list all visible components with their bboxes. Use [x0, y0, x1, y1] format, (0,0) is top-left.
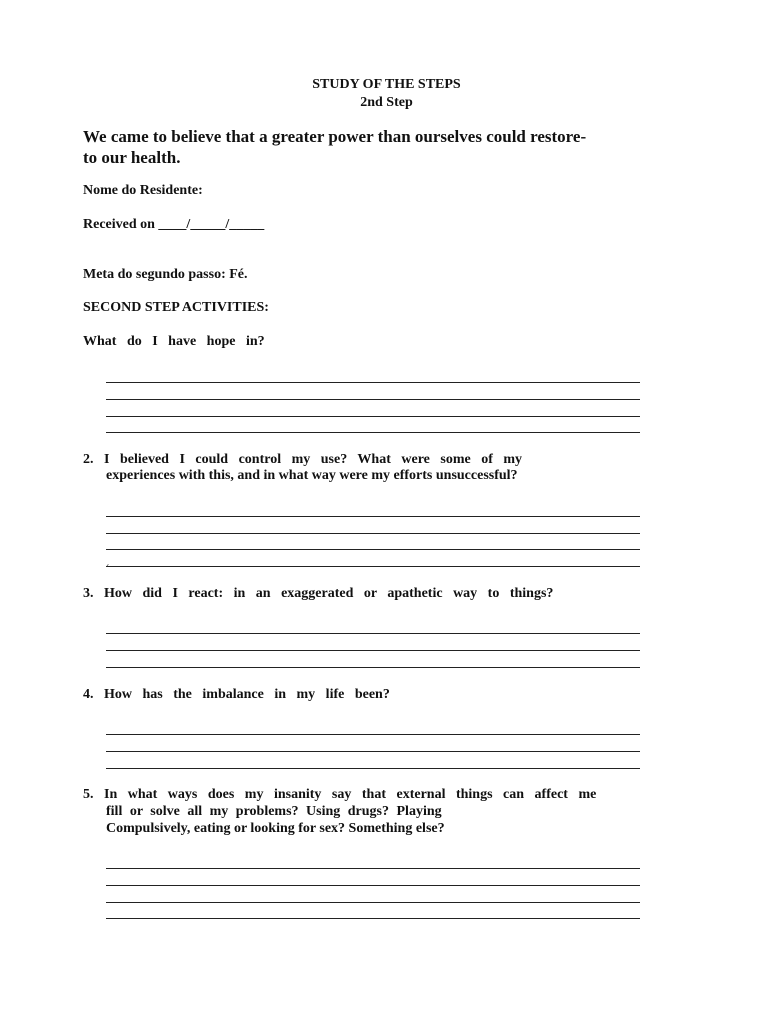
answer-line — [106, 399, 640, 400]
answer-line — [106, 868, 640, 869]
question-5-text-line-2: fill or solve all my problems? Using drugs? Playing — [106, 804, 442, 819]
answer-line — [106, 432, 640, 433]
answer-line — [106, 566, 640, 567]
answer-line — [106, 382, 640, 383]
document-title: STUDY OF THE STEPS — [312, 77, 461, 92]
answer-line — [106, 416, 640, 417]
received-date-field: Received on ____/_____/_____ — [83, 217, 265, 232]
question-5-text-line-3: Compulsively, eating or looking for sex? Something else? — [106, 821, 445, 836]
answer-line — [106, 751, 640, 752]
answer-line — [106, 667, 640, 668]
question-2-text-line-2: experiences with this, and in what way were my efforts unsuccessful? — [106, 468, 518, 483]
answer-line — [106, 533, 640, 534]
question-2-number: 2. — [83, 452, 94, 467]
question-3-text: How did I react: in an exaggerated or apathetic way to things? — [104, 586, 554, 601]
step-goal: Meta do segundo passo: Fé. — [83, 267, 248, 282]
document-subtitle: 2nd Step — [360, 95, 413, 110]
activities-heading: SECOND STEP ACTIVITIES: — [83, 300, 269, 315]
answer-line — [106, 918, 640, 919]
question-1-text: What do I have hope in? — [83, 334, 265, 349]
step-statement-line-1: We came to believe that a greater power than ourselves could restore- — [83, 127, 587, 146]
answer-line — [106, 902, 640, 903]
question-2-text-line-1: I believed I could control my use? What were some of my — [104, 452, 523, 467]
answer-line — [106, 516, 640, 517]
answer-line — [106, 549, 640, 550]
answer-line — [106, 885, 640, 886]
question-5-text-line-1: In what ways does my insanity say that external things can affect me — [104, 787, 597, 802]
question-3-number: 3. — [83, 586, 94, 601]
stray-mark: ´ — [106, 564, 110, 575]
answer-line — [106, 650, 640, 651]
step-statement-line-2: to our health. — [83, 148, 181, 167]
answer-line — [106, 734, 640, 735]
resident-name-label: Nome do Residente: — [83, 183, 203, 198]
question-5-number: 5. — [83, 787, 94, 802]
question-4-text: How has the imbalance in my life been? — [104, 687, 390, 702]
answer-line — [106, 768, 640, 769]
question-4-number: 4. — [83, 687, 94, 702]
answer-line — [106, 633, 640, 634]
